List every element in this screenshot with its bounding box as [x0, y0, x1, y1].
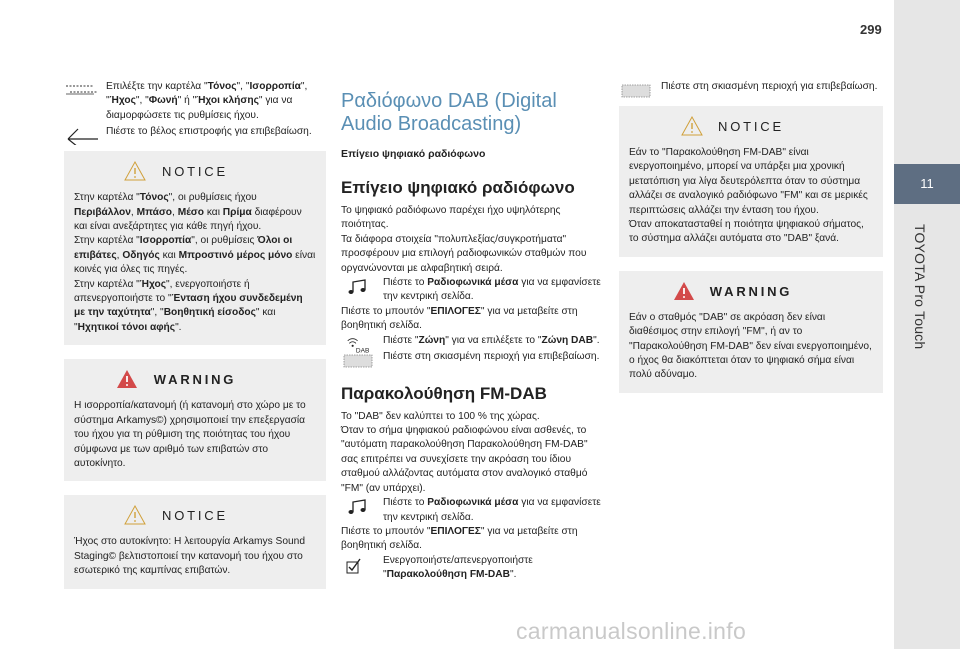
column-left: [64, 80, 326, 589]
warning-heading: WARNING: [74, 369, 316, 391]
notice-box-fm-dab: NOTICE Εάν το "Παρακολούθηση FM-DAB" είναι ενεργοποιημένο, μπορεί να υπάρξει μια χρονική μετατόπιση για λίγα δευτερόλεπτα όταν το σύστημα αλλάζει σε αναλογικό ραδιόφωνο "FM" και σε μερικές περιπτώσεις αλλάζει την ένταση του ήχου. Όταν αποκατασταθεί η ποιότητα ψηφιακού σήματος, το σύστημα αλλάζει αυτόματα στο "DAB" ξανά.: [619, 106, 883, 257]
column-right: [619, 80, 883, 393]
notice-heading: NOTICE: [74, 161, 316, 183]
warning-heading: WARNING: [629, 281, 873, 303]
checkbox-icon: [341, 556, 379, 574]
chapter-side-tab: [894, 0, 960, 649]
step-select-band: DAB Πιέστε "Ζώνη" για να επιλέξετε το "Ζώνη DAB".: [341, 334, 603, 350]
watermark: carmanualsonline.info: [516, 618, 747, 644]
chapter-title: TOYOTA Pro Touch: [912, 224, 928, 350]
tracking-step-toggle: Ενεργοποιήστε/απενεργοποιήστε "Παρακολούθηση FM-DAB".: [341, 554, 603, 583]
caution-triangle-icon: [124, 161, 146, 181]
warning-box-balance: WARNING Η ισορροπία/κατανομή (ή κατανομή στο χώρο με το σύστημα Arkamys©) χρησιμοποιεί την επεξεργασία του ήχου για τη ρύθμιση της ποιότητας του ήχου σύμφωνα με των αριθμό των επιβατών στο αυτοκίνητο.: [64, 359, 326, 481]
back-arrow-instruction: Πιέστε το βέλος επιστροφής για επιβεβαίωση.: [64, 125, 326, 141]
notice-heading: NOTICE: [629, 116, 873, 138]
caution-triangle-icon: [124, 505, 146, 525]
hand-press-icon: [64, 82, 102, 100]
shaded-area-icon: [619, 82, 657, 100]
caution-triangle-icon: [681, 116, 703, 136]
subtitle-terrestrial: Επίγειο ψηφιακό ραδιόφωνο: [341, 148, 486, 160]
notice-box-arkamys: NOTICE Ήχος στο αυτοκίνητο: Η λειτουργία Arkamys Sound Staging© βελτιστοποιεί την κατανομή του ήχου στο εσωτερικό της καμπίνας επιβατών.: [64, 495, 326, 588]
back-arrow-icon: [64, 127, 102, 145]
step-radio-media: Πιέστε το Ραδιοφωνικά μέσα για να εμφανίσετε την κεντρική σελίδα.: [341, 276, 603, 305]
heading-terrestrial: Επίγειο ψηφιακό ραδιόφωνο: [341, 178, 575, 197]
music-note-icon: [341, 498, 379, 516]
notice-heading: NOTICE: [74, 505, 316, 527]
svg-text:DAB: DAB: [355, 347, 370, 354]
column-middle: Ραδιόφωνο DAB (Digital Audio Broadcasting) Επίγειο ψηφιακό ραδιόφωνο Επίγειο ψηφιακό ραδιόφωνο Το ψηφιακό ραδιόφωνο παρέχει ήχο υψηλότερης ποιότητας. Τα διάφορα στοιχεία "πολυπλεξίας/συγκροτήματα" προσφέρουν μια επιλογή ραδιοφωνικών σταθμών που οργανώνονται με αλφαβητική σειρά. Πιέστε το Ραδιοφωνικά μέσα για να εμφανίσετε την κεντρική σελίδα. Πιέστε το μπουτόν "ΕΠΙΛΟΓΕΣ" για να μεταβείτε στη βοηθητική σελίδα. DAB Πιέστε "Ζώνη" για να επιλέξετε το "Ζώνη DAB". Πιέστε στη σκιασμένη περιοχή για επιβεβαίωση. Παρακολούθηση FM-DAB Το "DAB" δεν καλύπτει το 100 % της χώρας. Όταν το σήμα ψηφιακού ραδιοφώνου είναι ασθενές, το "αυτόματη παρακολούθηση Παρακολούθηση FM-DAB" σας επιτρέπει να συνεχίσετε την ακρόαση του ίδιου σταθμού αλλάζοντας αυτόματα στον αναλογικό σταθμό "FM" (αν υπάρχει). Πιέστε το Ραδιοφωνικά μέσα για να εμφανίσετε την κεντρική σελίδα. Πιέστε το μπουτόν "ΕΠΙΛΟΓΕΣ" για να μεταβείτε στη βοηθητική σελίδα. Ενεργοποιήστε/απενεργοποιήστε "Παρακολούθηση FM-DAB".: [341, 84, 603, 583]
select-tab-instruction: Επιλέξτε την καρτέλα "Τόνος", "Ισορροπία", "Ήχος", "Φωνή" ή "Ήχοι κλήσης" για να διαμορφώσετε τις ρυθμίσεις ήχου.: [64, 80, 326, 123]
heading-fm-dab-tracking: Παρακολούθηση FM-DAB: [341, 383, 547, 403]
music-note-icon: [341, 278, 379, 296]
warning-triangle-icon: [673, 281, 695, 301]
shaded-area-icon: [341, 352, 379, 370]
chapter-number: 11: [894, 164, 960, 204]
section-title-dab: Ραδιόφωνο DAB (Digital Audio Broadcasting): [341, 90, 557, 135]
step-confirm: Πιέστε στη σκιασμένη περιοχή για επιβεβαίωση.: [341, 350, 603, 366]
confirm-instruction: Πιέστε στη σκιασμένη περιοχή για επιβεβαίωση.: [619, 80, 883, 96]
warning-triangle-icon: [116, 369, 138, 389]
tracking-step-radio-media: Πιέστε το Ραδιοφωνικά μέσα για να εμφανίσετε την κεντρική σελίδα.: [341, 496, 603, 525]
page-number: 299: [860, 22, 882, 37]
warning-box-dab-station: WARNING Εάν ο σταθμός "DAB" σε ακρόαση δεν είναι διαθέσιμος στην επιλογή "FM", ή αν το "Παρακολούθηση FM-DAB" δεν είναι ενεργοποιημένο, ο ήχος θα διακόπτεται όταν το ψηφιακό σήμα είναι πολύ αδύναμο.: [619, 271, 883, 393]
notice-box-sound-settings: NOTICE Στην καρτέλα "Τόνος", οι ρυθμίσεις ήχου Περιβάλλον, Μπάσο, Μέσο και Πρίμα διαφέρουν και είναι ανεξάρτητες για κάθε πηγή ήχου. Στην καρτέλα "Ισορροπία", οι ρυθμίσεις Όλοι οι επιβάτες, Οδηγός και Μπροστινό μέρος μόνο είναι κοινές για όλες τις πηγές. Στην καρτέλα "Ήχος", ενεργοποιήστε ή απενεργοποιήστε το "Ένταση ήχου συνδεδεμένη με την ταχύτητα", "Βοηθητική είσοδος" και "Ηχητικοί τόνοι αφής".: [64, 151, 326, 345]
